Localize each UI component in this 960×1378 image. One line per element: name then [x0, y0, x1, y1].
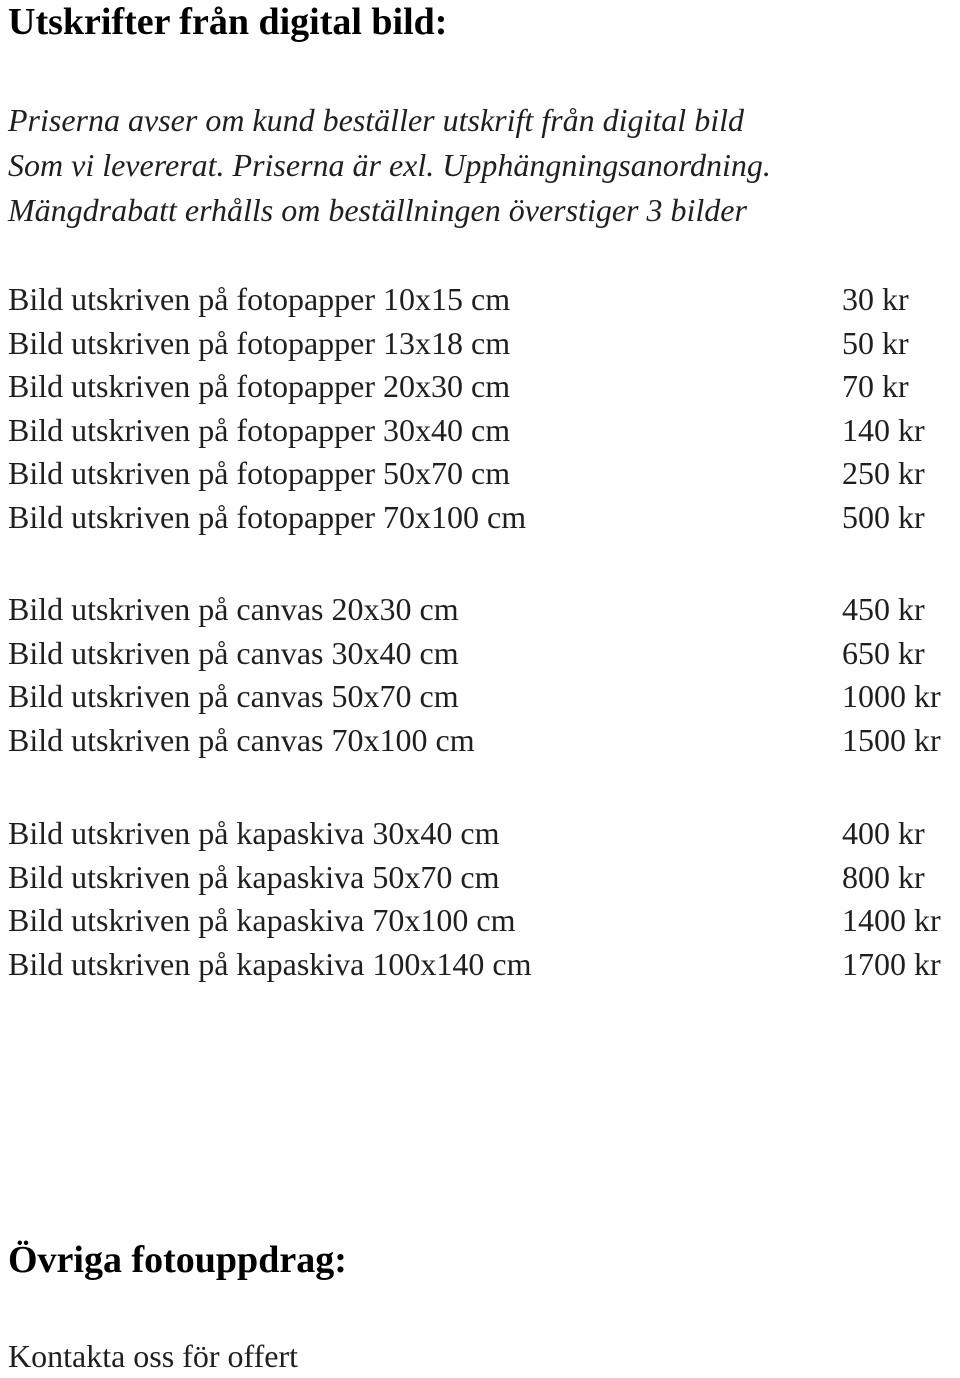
- item-price: 250 kr: [842, 455, 925, 491]
- item-name: Bild utskriven på fotopapper 13x18 cm: [8, 324, 511, 361]
- item-name: Bild utskriven på kapaskiva 50x70 cm: [8, 858, 500, 895]
- intro-line: Mängdrabatt erhålls om beställningen överstiger 3 bilder: [8, 192, 747, 228]
- item-price: 1400 kr: [842, 902, 941, 938]
- canvas-price-list: [8, 588, 954, 762]
- price-row: [8, 496, 954, 540]
- item-price: 140 kr: [842, 411, 925, 448]
- item-price: 650 kr: [842, 634, 925, 671]
- item-price: 450 kr: [842, 591, 925, 627]
- price-row: [8, 278, 954, 322]
- price-row: [8, 675, 954, 719]
- contact-text: Kontakta oss för offert: [8, 1338, 298, 1374]
- item-price: 500 kr: [842, 498, 925, 535]
- item-price: 400 kr: [842, 815, 925, 851]
- intro-text: [8, 98, 948, 233]
- price-row: [8, 943, 954, 987]
- item-name: Bild utskriven på fotopapper 20x30 cm: [8, 368, 511, 404]
- intro-line: Priserna avser om kund beställer utskrift från digital bild: [8, 102, 744, 138]
- price-row: [8, 899, 954, 943]
- item-name: Bild utskriven på kapaskiva 100x140 cm: [8, 945, 532, 982]
- price-row: [8, 856, 954, 900]
- item-name: Bild utskriven på kapaskiva 70x100 cm: [8, 902, 516, 938]
- intro-line: Som vi levererat. Priserna är exl. Upphängningsanordning.: [8, 147, 771, 183]
- photo-paper-price-list: [8, 278, 954, 539]
- item-price: 1700 kr: [842, 945, 941, 982]
- page-title: Utskrifter från digital bild:: [8, 1, 448, 43]
- section-heading-other-assignments: Övriga fotouppdrag:: [8, 1239, 347, 1281]
- item-price: 30 kr: [842, 281, 909, 317]
- price-row: [8, 409, 954, 453]
- item-name: Bild utskriven på kapaskiva 30x40 cm: [8, 815, 500, 851]
- item-name: Bild utskriven på fotopapper 70x100 cm: [8, 498, 527, 535]
- item-name: Bild utskriven på fotopapper 50x70 cm: [8, 455, 511, 491]
- item-name: Bild utskriven på canvas 30x40 cm: [8, 634, 459, 671]
- kapaskiva-price-list: [8, 812, 954, 986]
- price-row: [8, 452, 954, 496]
- item-name: Bild utskriven på canvas 70x100 cm: [8, 721, 475, 758]
- item-name: Bild utskriven på fotopapper 30x40 cm: [8, 411, 511, 448]
- item-price: 50 kr: [842, 324, 909, 361]
- item-name: Bild utskriven på fotopapper 10x15 cm: [8, 281, 511, 317]
- price-row: [8, 322, 954, 366]
- price-row: [8, 365, 954, 409]
- price-row: [8, 812, 954, 856]
- item-name: Bild utskriven på canvas 50x70 cm: [8, 678, 459, 714]
- price-row: [8, 719, 954, 763]
- item-name: Bild utskriven på canvas 20x30 cm: [8, 591, 459, 627]
- price-row: [8, 632, 954, 676]
- item-price: 800 kr: [842, 858, 925, 895]
- price-row: [8, 588, 954, 632]
- item-price: 70 kr: [842, 368, 909, 404]
- item-price: 1000 kr: [842, 678, 941, 714]
- item-price: 1500 kr: [842, 721, 941, 758]
